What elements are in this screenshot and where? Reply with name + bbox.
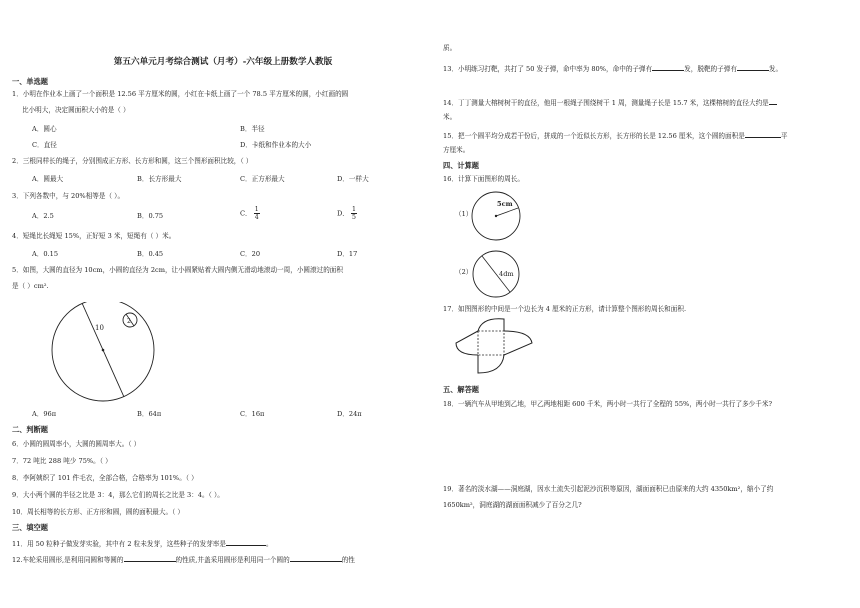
q12-continuation: 质。 bbox=[443, 44, 457, 52]
q1-line2: 比小明大，决定圆面积大小的是（ ） bbox=[22, 106, 130, 114]
circle-1-center bbox=[495, 215, 497, 217]
q16-label-2: （2） bbox=[455, 268, 473, 276]
q3-option-c-label: C． bbox=[240, 209, 252, 218]
q14-line1 bbox=[443, 97, 777, 108]
q3-option-d-fraction bbox=[351, 206, 357, 221]
fraction-numerator: 1 bbox=[352, 206, 356, 213]
q1-option-b: B．半径 bbox=[240, 125, 265, 133]
q5-option-c: C．16π bbox=[240, 410, 265, 418]
q4-option-c: C．20 bbox=[240, 250, 261, 258]
q2-option-a: A．圆最大 bbox=[32, 175, 64, 183]
q13-text: 13．小明练习打靶，共打了 50 发子弹，命中率为 80%，命中的子弹有 bbox=[443, 65, 653, 73]
fraction-numerator: 1 bbox=[254, 206, 259, 213]
q1-option-d: D．卡纸和作业本的大小 bbox=[240, 141, 312, 149]
q11-text: 11．用 50 粒种子做发芽实验，其中有 2 粒未发芽，这些种子的发芽率是 bbox=[12, 540, 226, 548]
q3-stem: 3．下列各数中，与 20%相等是（ ）。 bbox=[12, 192, 125, 200]
q3-option-b: B．0.75 bbox=[137, 212, 164, 220]
q6-stem: 6．小圆的圆周率小，大圆的圆周率大。（ ） bbox=[12, 440, 141, 448]
circle-1-radius bbox=[496, 208, 518, 216]
q12-text: 12.车轮采用圆形,是利用同圆和等圆的 bbox=[12, 556, 124, 564]
q5-option-d: D．24π bbox=[337, 410, 362, 418]
q9-stem: 9．大小两个圆的半径之比是 3：4，那么它们的周长之比是 3：4。（ ）。 bbox=[12, 491, 224, 499]
page-title: 第五六单元月考综合测试（月考）-六年级上册数学人教版 bbox=[113, 57, 333, 67]
q10-stem: 10．周长相等的长方形、正方形和圆，圆的面积最大。（ ） bbox=[12, 508, 185, 516]
small-circle-diameter-label: 2 bbox=[127, 318, 131, 325]
bottom-semicircle bbox=[478, 355, 504, 373]
q12-stem bbox=[12, 554, 355, 565]
q13-stem bbox=[443, 63, 782, 74]
q7-stem: 7．72 吨比 288 吨少 75%。（ ） bbox=[12, 457, 112, 465]
q4-option-b: B．0.45 bbox=[137, 250, 164, 258]
q3-option-c bbox=[240, 206, 260, 226]
big-circle-center bbox=[102, 349, 105, 352]
fraction-denominator: 4 bbox=[254, 214, 259, 221]
q19-line2: 1650km²，洞庭湖的湖面面积减少了百分之几? bbox=[443, 501, 582, 509]
q1-line1: 1．小明在作业本上画了一个面积是 12.56 平方厘米的圆，小红在卡纸上画了一个 78.5 平方厘米的圆，小红画的圆 bbox=[12, 90, 349, 98]
q4-option-a: A．0.15 bbox=[32, 250, 59, 258]
q1-option-a: A．圆心 bbox=[32, 125, 57, 133]
q14-line2: 米。 bbox=[443, 113, 457, 121]
q3-option-d bbox=[337, 206, 357, 226]
top-semicircle bbox=[478, 319, 504, 331]
section-heading-fill-blank: 三、填空题 bbox=[12, 523, 48, 532]
central-square bbox=[478, 331, 504, 355]
q15-stem bbox=[443, 130, 787, 141]
q12-answer-blank-2[interactable] bbox=[290, 554, 342, 562]
circle-1-radius-label: 5cm bbox=[497, 200, 513, 208]
circle-2-diameter-label: 4dm bbox=[499, 270, 514, 278]
right-semicircle bbox=[504, 331, 532, 355]
q3-option-a: A．2.5 bbox=[32, 212, 54, 220]
q8-stem: 8．李阿姨织了 101 件毛衣，全部合格，合格率为 101%。（ ） bbox=[12, 474, 198, 482]
q13-text-end: 发。 bbox=[768, 65, 783, 73]
q2-option-c: C．正方形最大 bbox=[240, 175, 285, 183]
q15-continuation: 方厘米。 bbox=[443, 146, 470, 154]
q5-option-b: B．64π bbox=[137, 410, 162, 418]
q3-option-d-label: D． bbox=[337, 209, 349, 218]
q15-text: 15．把一个圆平均分成若干份后，拼成的一个近似长方形，长方形的长是 12.56 厘米，这个圆的面积是 bbox=[443, 132, 745, 140]
q12-text-mid: 的性质,井盖采用圆形是利用同一个圆的 bbox=[175, 556, 290, 564]
q19-line1: 19．著名的淡水湖——洞庭湖，因水土流失引起泥沙沉积等原因，湖面面积已由原来的大约 4350km²，缩小了约 bbox=[443, 485, 774, 493]
q1-option-c: C．直径 bbox=[32, 141, 57, 149]
section-heading-true-false: 二、判断题 bbox=[12, 425, 48, 434]
q12-answer-blank-1[interactable] bbox=[124, 554, 176, 562]
fraction-denominator: 5 bbox=[352, 214, 356, 221]
q2-option-d: D．一样大 bbox=[337, 175, 369, 183]
q14-text: 14．丁丁测量大榕树树干的直径，他用一根绳子围绕树干 1 周，测量绳子长是 15.7 米，这棵榕树的直径大约是 bbox=[443, 99, 769, 107]
q5-line1: 5．如图，大圆的直径为 10cm，小圆的直径为 2cm，让小圆紧贴着大圆内侧无滑动地滚动一周，小圆滚过的面积 bbox=[12, 266, 343, 274]
q16-label-1: （1） bbox=[455, 210, 473, 218]
q14-answer-blank[interactable] bbox=[769, 97, 777, 105]
q3-option-c-fraction bbox=[254, 206, 260, 221]
q4-stem: 4．短绳比长绳短 15%，正好短 3 米，短绳有（ ）米。 bbox=[12, 232, 176, 240]
q5-option-a: A．96π bbox=[32, 410, 57, 418]
q11-answer-blank[interactable] bbox=[226, 538, 266, 546]
left-semicircle bbox=[456, 331, 478, 355]
q18-stem: 18．一辆汽车从甲地到乙地，甲乙两地相距 600 千米，两小时一共行了全程的 55%，两小时一共行了多少千米? bbox=[443, 400, 772, 408]
q12-text-end: 的性 bbox=[341, 556, 355, 564]
section-heading-word-problems: 五、解答题 bbox=[443, 385, 479, 394]
q2-stem: 2．三根同样长的绳子，分别围成正方形、长方形和圆，这三个图形面积比较，（ ） bbox=[12, 157, 253, 165]
q13-answer-blank-1[interactable] bbox=[652, 63, 684, 71]
q15-answer-blank[interactable] bbox=[745, 130, 781, 138]
big-circle bbox=[52, 302, 154, 401]
q17-figure bbox=[452, 315, 542, 377]
section-heading-calculation: 四、计算题 bbox=[443, 161, 479, 170]
q15-text-end: 平 bbox=[780, 132, 788, 140]
q11-stem bbox=[12, 538, 273, 549]
section-heading-single-choice: 一、单选题 bbox=[12, 77, 48, 86]
q16-stem: 16．计算下面图形的周长。 bbox=[443, 175, 524, 183]
q13-text-mid: 发，脱靶的子弹有 bbox=[684, 65, 737, 73]
q17-stem: 17．如图图形的中间是一个边长为 4 厘米的正方形，请计算整个图形的周长和面积. bbox=[443, 305, 687, 313]
q5-figure-circles bbox=[32, 302, 158, 404]
q5-line2: 是（ ）cm². bbox=[12, 282, 49, 290]
q11-text-end: 。 bbox=[265, 540, 273, 548]
q4-option-d: D．17 bbox=[337, 250, 358, 258]
q13-answer-blank-2[interactable] bbox=[737, 63, 769, 71]
q2-option-b: B．长方形最大 bbox=[137, 175, 182, 183]
q16-circle-1-figure bbox=[470, 190, 522, 242]
big-circle-diameter-label: 10 bbox=[95, 324, 104, 332]
q16-circle-2-figure bbox=[470, 248, 522, 300]
